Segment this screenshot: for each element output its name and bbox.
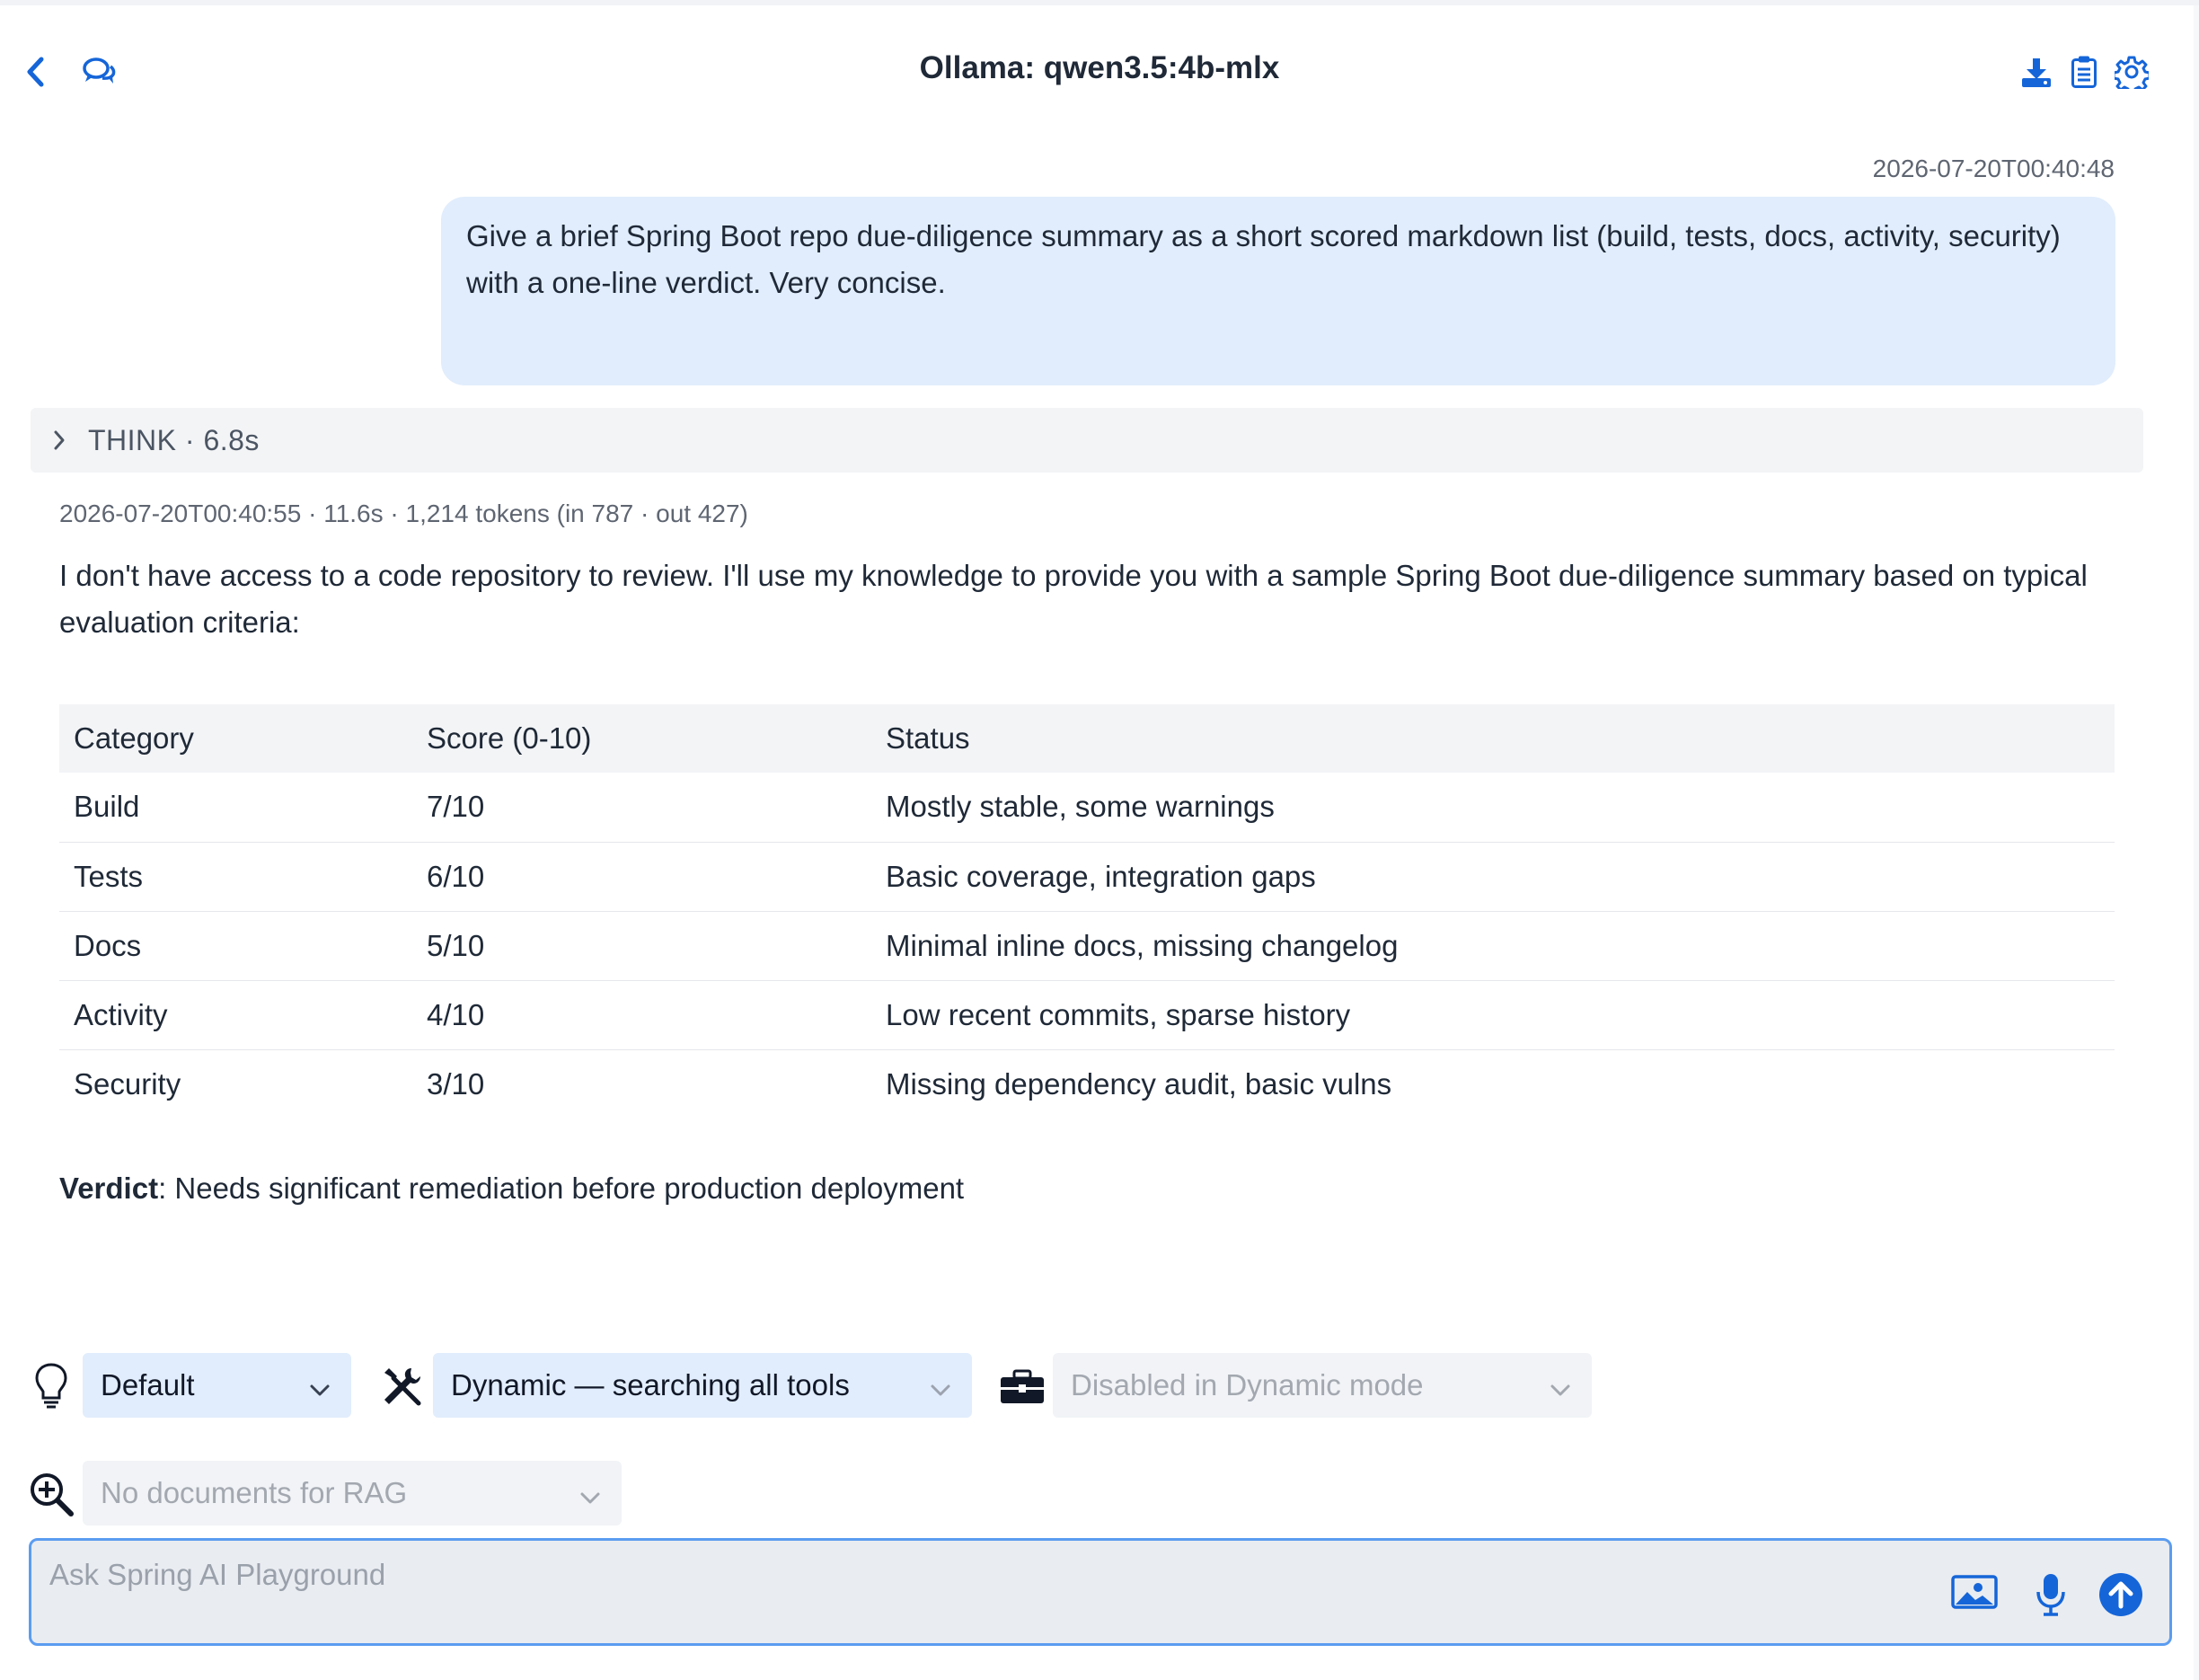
assistant-intro-text: I don't have access to a code repository to review. I'll use my knowledge to provide you with a sample Spring Boot due-diligence summary based on typical evaluation criteria: — [59, 559, 2088, 639]
table-row — [59, 980, 2115, 1049]
toolbox-select-value: Disabled in Dynamic mode — [1071, 1368, 1424, 1401]
think-label: THINK · 6.8s — [88, 423, 260, 456]
zoom-in-icon — [27, 1470, 75, 1518]
tools-icon — [377, 1364, 426, 1410]
clipboard-icon[interactable] — [2068, 54, 2100, 90]
table-header-cell: Category — [59, 704, 412, 773]
table-cell: Minimal inline docs, missing changelog — [871, 911, 2115, 980]
chevron-down-icon — [578, 1482, 602, 1506]
toolbox-icon — [997, 1367, 1047, 1407]
assistant-message-meta: 2026-07-20T00:40:55 · 11.6s · 1,214 tokens (in 787 · out 427) — [59, 500, 748, 527]
tools-select[interactable] — [433, 1353, 972, 1418]
image-upload-icon[interactable] — [1950, 1571, 1999, 1613]
chevron-down-icon — [929, 1375, 952, 1398]
prompt-select-value: Default — [101, 1368, 195, 1401]
chevron-right-icon — [50, 426, 79, 455]
microphone-icon[interactable] — [2033, 1571, 2069, 1618]
table-row — [59, 773, 2115, 842]
table-cell: Build — [74, 790, 140, 824]
table-cell: 3/10 — [412, 1049, 871, 1119]
gear-icon[interactable] — [2114, 54, 2150, 90]
table-cell: Low recent commits, sparse history — [871, 980, 2115, 1049]
table-cell: 7/10 — [427, 790, 485, 824]
rag-select-value: No documents for RAG — [101, 1476, 408, 1509]
table-row — [59, 911, 2115, 980]
chat-input-container — [29, 1538, 2172, 1646]
table-header-cell: Status — [871, 704, 2115, 773]
rag-select — [83, 1461, 622, 1525]
toolbox-select — [1053, 1353, 1592, 1418]
send-icon[interactable] — [2097, 1571, 2144, 1618]
table-cell: 4/10 — [412, 980, 871, 1049]
table-cell: Activity — [59, 980, 412, 1049]
tools-select-value: Dynamic — searching all tools — [451, 1368, 850, 1401]
prompt-select[interactable] — [83, 1353, 351, 1418]
chevron-down-icon — [1549, 1375, 1572, 1398]
lightbulb-icon — [31, 1362, 72, 1410]
table-row — [59, 1049, 2115, 1119]
download-icon[interactable] — [2019, 56, 2053, 90]
table-cell: Mostly stable, some warnings — [886, 790, 1275, 824]
table-header-cell: Score (0-10) — [412, 704, 871, 773]
verdict-text: : Needs significant remediation before production deployment — [158, 1172, 965, 1205]
user-message-timestamp: 2026-07-20T00:40:48 — [1872, 155, 2115, 182]
table-cell: Security — [59, 1049, 412, 1119]
table-cell: 5/10 — [412, 911, 871, 980]
header — [0, 5, 2199, 135]
verdict-line — [59, 1172, 964, 1206]
chevron-down-icon — [308, 1375, 331, 1398]
score-table — [59, 704, 2115, 1119]
table-cell: Basic coverage, integration gaps — [871, 842, 2115, 911]
table-cell: Tests — [59, 842, 412, 911]
table-cell: Missing dependency audit, basic vulns — [871, 1049, 2115, 1119]
table-cell: Docs — [59, 911, 412, 980]
verdict-label: Verdict — [59, 1172, 159, 1205]
table-cell: 6/10 — [412, 842, 871, 911]
right-scroll-edge — [2194, 5, 2199, 1680]
think-toggle[interactable] — [31, 408, 2143, 473]
table-header-row — [59, 704, 2115, 773]
table-row — [59, 842, 2115, 911]
chat-input[interactable] — [49, 1555, 1936, 1595]
page-title: Ollama: qwen3.5:4b-mlx — [919, 50, 1280, 85]
user-message-bubble: Give a brief Spring Boot repo due-diligence summary as a short scored markdown list (build, tests, docs, activity, security) with a one-line verdict. Very concise. — [441, 197, 2115, 385]
